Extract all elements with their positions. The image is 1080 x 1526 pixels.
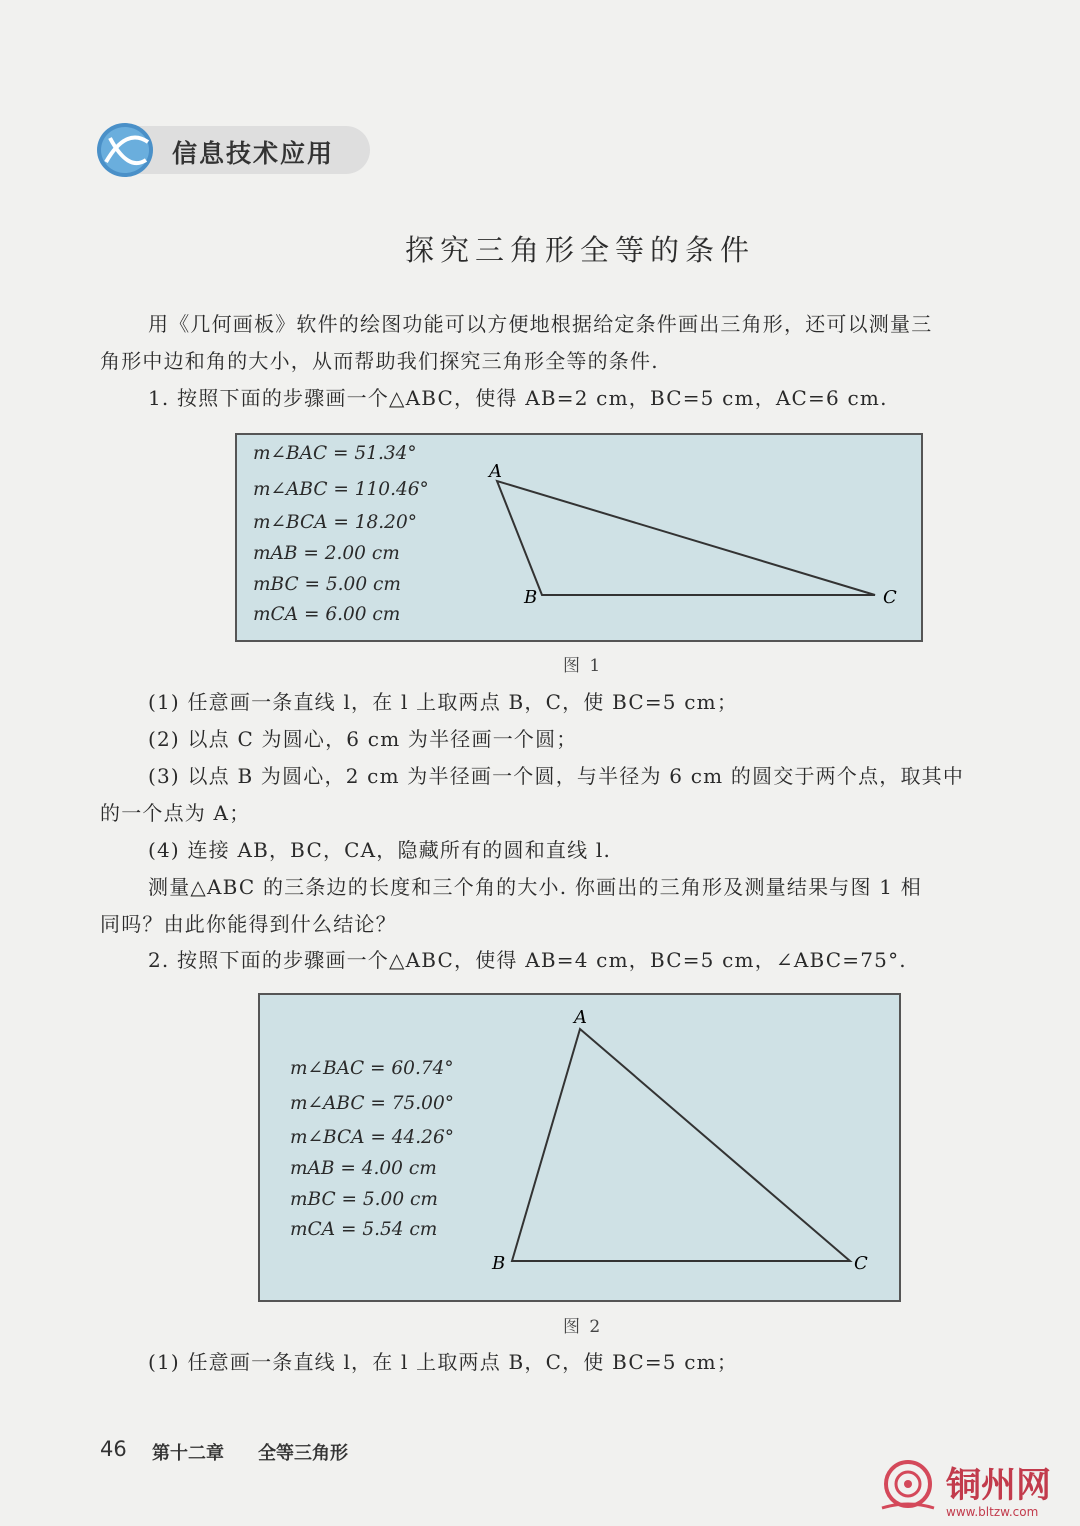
vertex-b-label: B <box>492 1253 506 1274</box>
vertex-a-label: A <box>489 461 502 482</box>
info-tech-logo-icon <box>96 122 156 178</box>
task1-step-3-cont: 的一个点为 A； <box>100 801 251 825</box>
task1-heading: 1. 按照下面的步骤画一个△ABC，使得 AB=2 cm，BC=5 cm，AC=6 cm. <box>148 386 888 410</box>
fig2-measure: m∠BCA = 44.26° <box>290 1127 454 1148</box>
triangle-1-drawing <box>237 435 921 640</box>
vertex-c-label: C <box>883 587 897 608</box>
vertex-a-label: A <box>574 1007 587 1028</box>
fig1-measure: m∠ABC = 110.46° <box>253 479 429 500</box>
task1-step-2: (2) 以点 C 为圆心，6 cm 为半径画一个圆； <box>148 727 578 751</box>
fig2-measure: mBC = 5.00 cm <box>290 1189 438 1210</box>
task1-step-3: (3) 以点 B 为圆心，2 cm 为半径画一个圆，与半径为 6 cm 的圆交于两个点，取其中 <box>148 764 965 788</box>
figure-1-caption: 图 1 <box>563 656 603 676</box>
intro-line-1: 用《几何画板》软件的绘图功能可以方便地根据给定条件画出三角形，还可以测量三 <box>148 312 933 336</box>
task2-heading: 2. 按照下面的步骤画一个△ABC，使得 AB=4 cm，BC=5 cm，∠ABC=75°. <box>148 948 907 972</box>
chapter-number: 第十二章 <box>152 1443 224 1464</box>
fig1-measure: mCA = 6.00 cm <box>253 604 401 625</box>
chapter-title: 全等三角形 <box>258 1443 348 1464</box>
task2-step-1: (1) 任意画一条直线 l，在 l 上取两点 B，C，使 BC=5 cm； <box>148 1350 739 1374</box>
figure-1-panel <box>235 433 923 642</box>
fig1-measure: m∠BCA = 18.20° <box>253 512 417 533</box>
page-title: 探究三角形全等的条件 <box>404 233 755 267</box>
fig2-measure: mAB = 4.00 cm <box>290 1158 437 1179</box>
watermark-url: www.bltzw.com <box>946 1505 1039 1519</box>
task1-step-4: (4) 连接 AB，BC，CA，隐藏所有的圆和直线 l. <box>148 838 612 862</box>
fig2-measure: m∠BAC = 60.74° <box>290 1058 454 1079</box>
vertex-c-label: C <box>854 1253 868 1274</box>
figure-2-caption: 图 2 <box>563 1317 603 1337</box>
watermark-seal-icon <box>878 1458 938 1514</box>
task1-question-line-1: 测量△ABC 的三条边的长度和三个角的大小. 你画出的三角形及测量结果与图 1 相 <box>148 875 922 899</box>
task1-question-line-2: 同吗？由此你能得到什么结论？ <box>100 912 397 936</box>
fig1-measure: mBC = 5.00 cm <box>253 574 401 595</box>
intro-line-2: 角形中边和角的大小，从而帮助我们探究三角形全等的条件. <box>100 349 659 373</box>
figure-2-panel <box>258 993 901 1302</box>
fig2-measure: m∠ABC = 75.00° <box>290 1093 454 1114</box>
page-number: 46 <box>100 1437 127 1461</box>
fig2-measure: mCA = 5.54 cm <box>290 1219 438 1240</box>
fig1-measure: mAB = 2.00 cm <box>253 543 400 564</box>
fig1-measure: m∠BAC = 51.34° <box>253 443 417 464</box>
watermark-name: 铜州网 <box>946 1465 1052 1506</box>
vertex-b-label: B <box>524 587 538 608</box>
section-badge-label: 信息技术应用 <box>172 139 335 168</box>
triangle-2-drawing <box>260 995 899 1300</box>
task1-step-1: (1) 任意画一条直线 l，在 l 上取两点 B，C，使 BC=5 cm； <box>148 690 739 714</box>
